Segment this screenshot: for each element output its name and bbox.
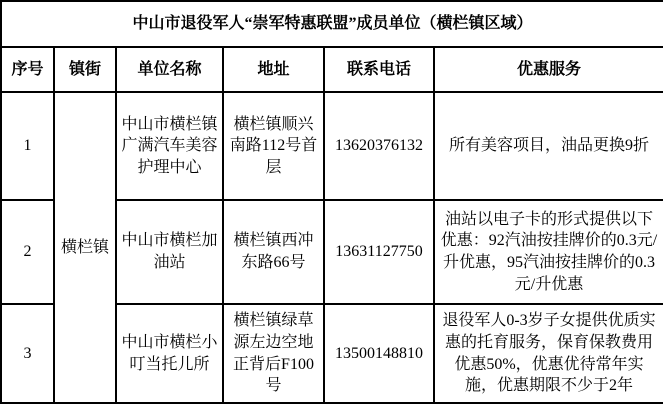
service-cell: 油站以电子卡的形式提供以下优惠：92汽油按挂牌价的0.3元/升优惠，95汽油按挂牌价的0.3元/升优惠 (434, 200, 663, 304)
serial-cell: 1 (1, 92, 54, 200)
unit-name-cell: 中山市横栏加油站 (116, 200, 223, 304)
header-town: 镇街 (54, 47, 116, 92)
title-row (1, 1, 663, 47)
header-serial: 序号 (1, 47, 54, 92)
service-cell: 所有美容项目，油品更换9折 (434, 92, 663, 200)
unit-name-cell: 中山市横栏镇广满汽车美容护理中心 (116, 92, 223, 200)
town-cell: 横栏镇 (54, 92, 116, 403)
address-cell: 横栏镇西冲东路66号 (223, 200, 324, 304)
unit-name-cell: 中山市横栏小叮当托儿所 (116, 304, 223, 403)
address-cell: 横栏镇绿草源左边空地正背后F100号 (223, 304, 324, 403)
page-title: 中山市退役军人“崇军特惠联盟”成员单位（横栏镇区域） (1, 1, 663, 47)
service-cell: 退役军人0-3岁子女提供优质实惠的托育服务，保育保教费用优惠50%，优惠优待常年实施，优惠期限不少于2年 (434, 304, 663, 403)
header-service: 优惠服务 (434, 47, 663, 92)
header-row (1, 47, 663, 92)
serial-cell: 2 (1, 200, 54, 304)
serial-cell: 3 (1, 304, 54, 403)
phone-cell: 13631127750 (324, 200, 434, 304)
header-phone: 联系电话 (324, 47, 434, 92)
phone-cell: 13620376132 (324, 92, 434, 200)
table-row (1, 92, 663, 200)
header-address: 地址 (223, 47, 324, 92)
address-cell: 横栏镇顺兴南路112号首层 (223, 92, 324, 200)
header-unit-name: 单位名称 (116, 47, 223, 92)
phone-cell: 13500148810 (324, 304, 434, 403)
